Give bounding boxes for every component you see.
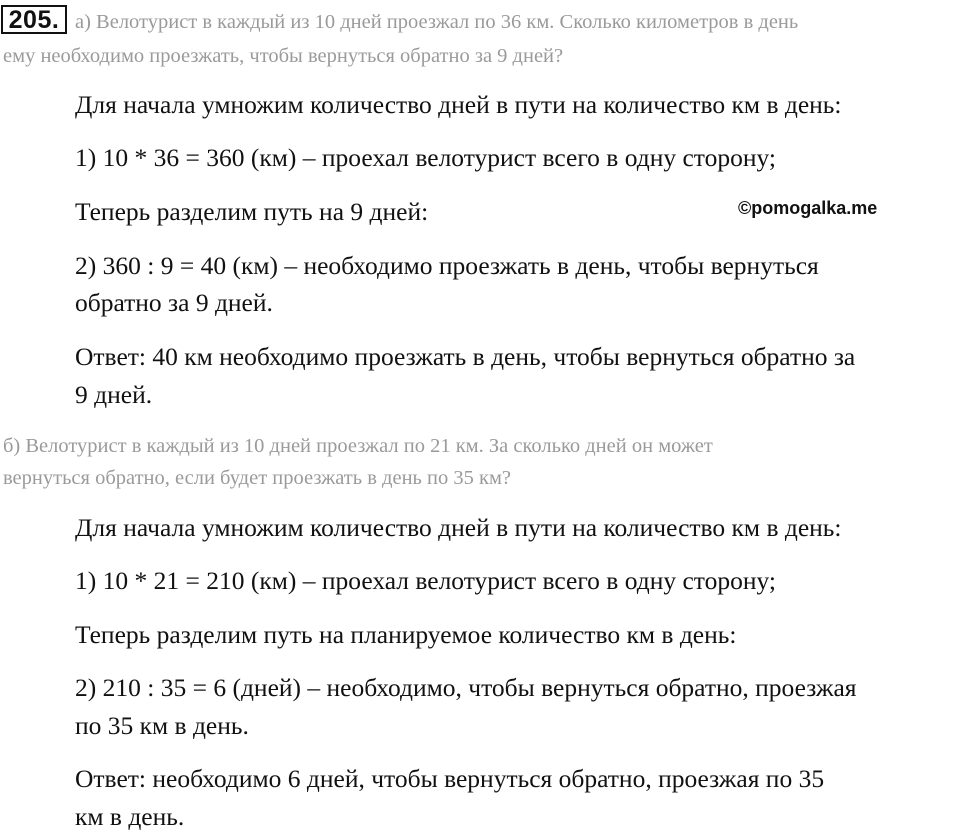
part-b-question-line-2: вернуться обратно, если будет проезжать в день по 35 км?	[3, 467, 512, 489]
part-a-question-line-2: ему необходимо проезжать, чтобы вернуться обратно за 9 дней?	[3, 45, 564, 67]
part-a-answer-line-2: 9 дней.	[75, 380, 153, 409]
part-a-question-line-1: а) Велотурист в каждый из 10 дней проезжал по 36 км. Сколько километров в день	[75, 11, 799, 33]
part-b-answer-line-2: км в день.	[75, 802, 185, 831]
part-b-solution-intro-2: Теперь разделим путь на планируемое количество км в день:	[75, 620, 737, 649]
watermark: ©pomogalka.me	[738, 198, 878, 218]
part-a-answer-line-1: Ответ: 40 км необходимо проезжать в день, чтобы вернуться обратно за	[75, 342, 856, 371]
part-b-step-2-line-1: 2) 210 : 35 = 6 (дней) – необходимо, чтобы вернуться обратно, проезжая	[75, 673, 857, 702]
part-a-step-2-line-2: обратно за 9 дней.	[75, 288, 273, 317]
part-a-step-1: 1) 10 * 36 = 360 (км) – проехал велотурист всего в одну сторону;	[75, 143, 777, 172]
part-b-answer-line-1: Ответ: необходимо 6 дней, чтобы вернуться обратно, проезжая по 35	[75, 764, 825, 793]
part-a-step-2-line-1: 2) 360 : 9 = 40 (км) – необходимо проезжать в день, чтобы вернуться	[75, 251, 819, 280]
part-b-question-line-1: б) Велотурист в каждый из 10 дней проезжал по 21 км. За сколько дней он может	[3, 435, 713, 457]
part-b-step-1: 1) 10 * 21 = 210 (км) – проехал велотурист всего в одну сторону;	[75, 566, 777, 595]
part-a-solution-intro: Для начала умножим количество дней в пути на количество км в день:	[75, 90, 842, 119]
problem-number-box: 205.	[1, 5, 67, 34]
part-b-step-2-line-2: по 35 км в день.	[75, 711, 249, 740]
part-a-solution-intro-2: Теперь разделим путь на 9 дней:	[75, 197, 429, 226]
part-b-solution-intro: Для начала умножим количество дней в пути на количество км в день:	[75, 513, 842, 542]
